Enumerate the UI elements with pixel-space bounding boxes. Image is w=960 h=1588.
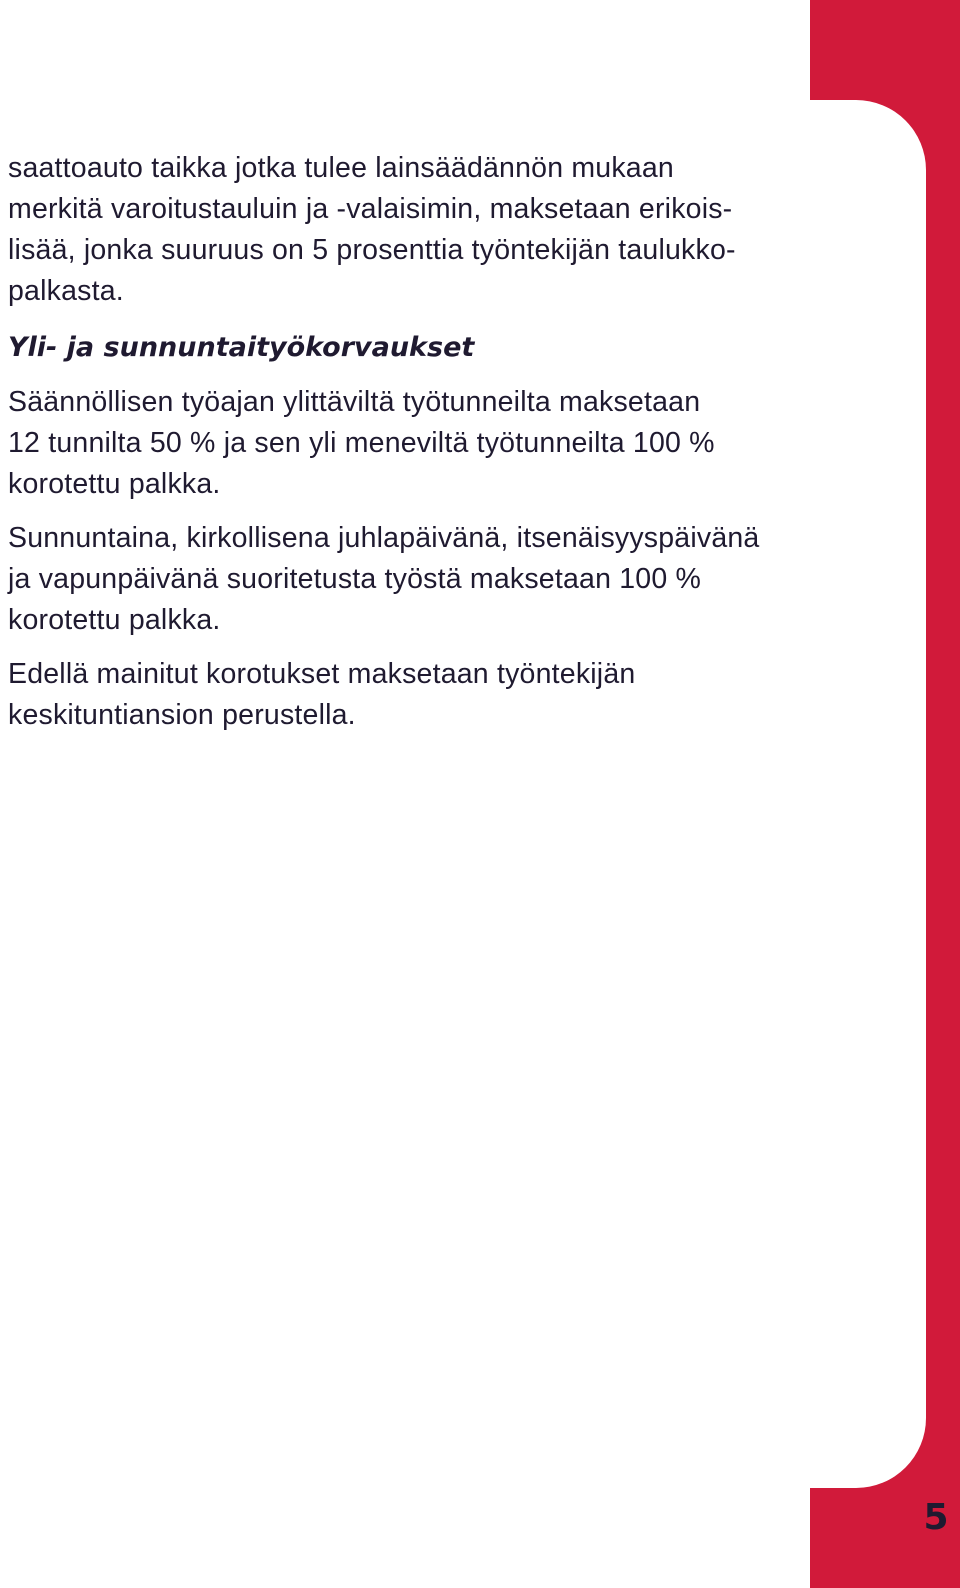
paragraph-overtime [8,382,808,505]
text-line: korotettu palkka. [8,604,221,636]
page-number: 5 [923,1497,949,1538]
text-line: korotettu palkka. [8,468,221,500]
paragraph-sunday-work [8,518,808,641]
text-line: palkasta. [8,275,124,307]
text-line: lisää, jonka suuruus on 5 prosenttia työntekijän taulukko- [8,234,736,266]
text-line: saattoauto taikka jotka tulee lainsäädännön mukaan [8,152,674,184]
text-line: ja vapunpäivänä suoritetusta työstä maksetaan 100 % [8,563,702,595]
text-line: Sunnuntaina, kirkollisena juhlapäivänä, itsenäisyyspäivänä [8,522,760,554]
paragraph-calculation-basis [8,654,808,736]
text-line: 12 tunnilta 50 % ja sen yli meneviltä työtunneilta 100 % [8,427,715,459]
text-line: Edellä mainitut korotukset maksetaan työntekijän [8,658,636,690]
section-heading: Yli- ja sunnuntaityökorvaukset [8,332,475,363]
paragraph-escort-vehicle-allowance [8,148,808,312]
text-line: merkitä varoitustauluin ja -valaisimin, maksetaan erikois- [8,193,733,225]
page-tab-cutout [810,100,926,1488]
page-content [8,148,808,736]
text-line: Säännöllisen työajan ylittäviltä työtunneilta maksetaan [8,386,701,418]
text-line: keskituntiansion perustella. [8,699,356,731]
